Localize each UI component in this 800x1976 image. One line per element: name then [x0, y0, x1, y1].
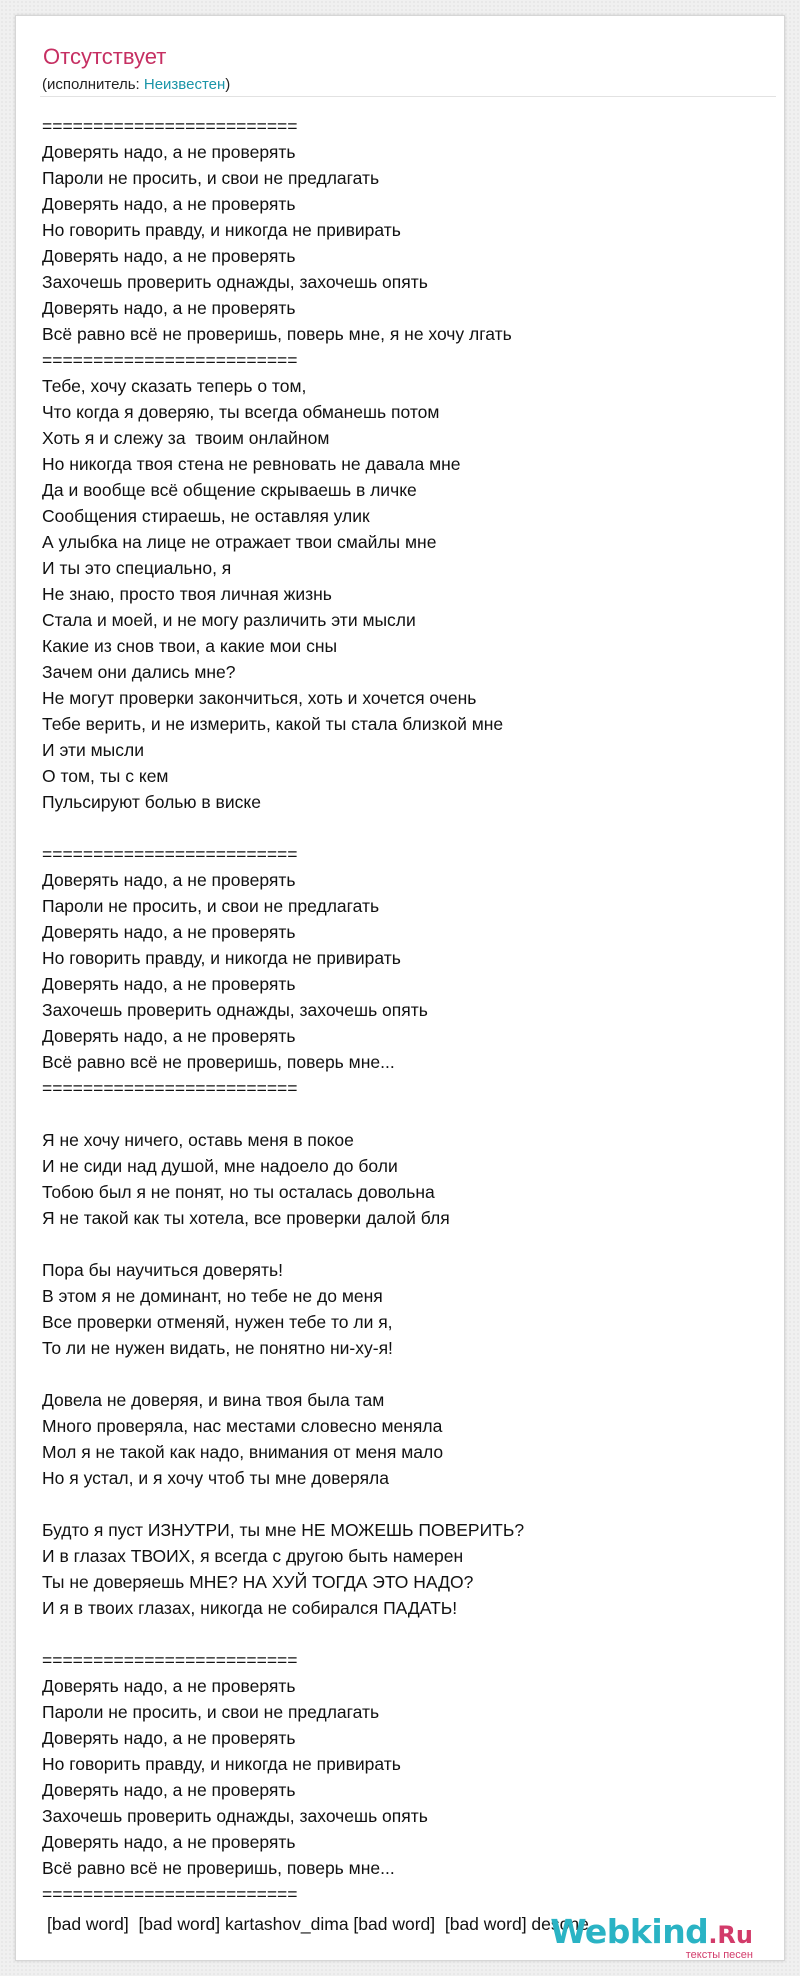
- artist-line: [42, 75, 230, 95]
- artist-suffix: ): [225, 76, 231, 93]
- lyrics-text: ========================= Доверять надо, а не проверять Пароли не просить, и свои не предлагать Доверять надо, а не проверять Но говорить правду, и никогда не привирать Доверять надо, а не проверять Захочешь проверить однажды, захочешь опять Доверять надо, а не проверять Всё равно всё не проверишь, поверь мне, я не хочу лгать ========================= Тебе, хочу сказать теперь о том, Что когда я доверяю, ты всегда обманешь потом Хоть я и слежу за твоим онлайном Но никогда твоя стена не ревновать не давала мне Да и вообще всё общение скрываешь в личке Сообщения стираешь, не оставляя улик А улыбка на лице не отражает твои смайлы мне И ты это специально, я Не знаю, просто твоя личная жизнь Стала и моей, и не могу различить эти мысли Какие из снов твои, а какие мои сны Зачем они дались мне? Не могут проверки закончиться, хоть и хочется очень Тебе верить, и не измерить, какой ты стала близкой мне И эти мысли О том, ты с кем Пульсируют болью в виске ========================= Доверять надо, а не проверять Пароли не просить, и свои не предлагать Доверять надо, а не проверять Но говорить правду, и никогда не привирать Доверять надо, а не проверять Захочешь проверить однажды, захочешь опять Доверять надо, а не проверять Всё равно всё не проверишь, поверь мне... ========================= Я не хочу ничего, оставь меня в покое И не сиди над душой, мне надоело до боли Тобою был я не понят, но ты осталась довольна Я не такой как ты хотела, все проверки далой бля Пора бы научиться доверять! В этом я не доминант, но тебе не до меня Все проверки отменяй, нужен тебе то ли я, То ли не нужен видать, не понятно ни-ху-я! Довела не доверяя, и вина твоя была там Много проверяла, нас местами словесно меняла Мол я не такой как надо, внимания от меня мало Но я устал, и я хочу чтоб ты мне доверяла Будто я пуст ИЗНУТРИ, ты мне НЕ МОЖЕШЬ ПОВЕРИТЬ? И в глазах ТВОИХ, я всегда с другою быть намерен Ты не доверяешь МНЕ? НА ХУЙ ТОГДА ЭТО НАДО? И я в твоих глазах, никогда не собирался ПАДАТЬ! ========================= Доверять надо, а не проверять Пароли не просить, и свои не предлагать Доверять надо, а не проверять Но говорить правду, и никогда не привирать Доверять надо, а не проверять Захочешь проверить однажды, захочешь опять Доверять надо, а не проверять Всё равно всё не проверишь, поверь мне... =========================: [42, 116, 525, 1904]
- artist-prefix: (исполнитель:: [42, 76, 144, 93]
- tags-line: [bad word] [bad word] kartashov_dima [bad word] [bad word] desone: [47, 1914, 589, 1934]
- lyrics-card: [15, 15, 785, 1961]
- song-title: Отсутствует: [43, 44, 167, 69]
- artist-link[interactable]: Неизвестен: [143, 76, 226, 93]
- logo-tld: .Ru: [708, 1921, 753, 1949]
- logo-wordmark: Webkind: [550, 1912, 709, 1951]
- header-divider: [40, 96, 776, 97]
- logo-subtitle: тексты песен: [685, 1949, 753, 1961]
- site-logo[interactable]: [550, 1912, 753, 1961]
